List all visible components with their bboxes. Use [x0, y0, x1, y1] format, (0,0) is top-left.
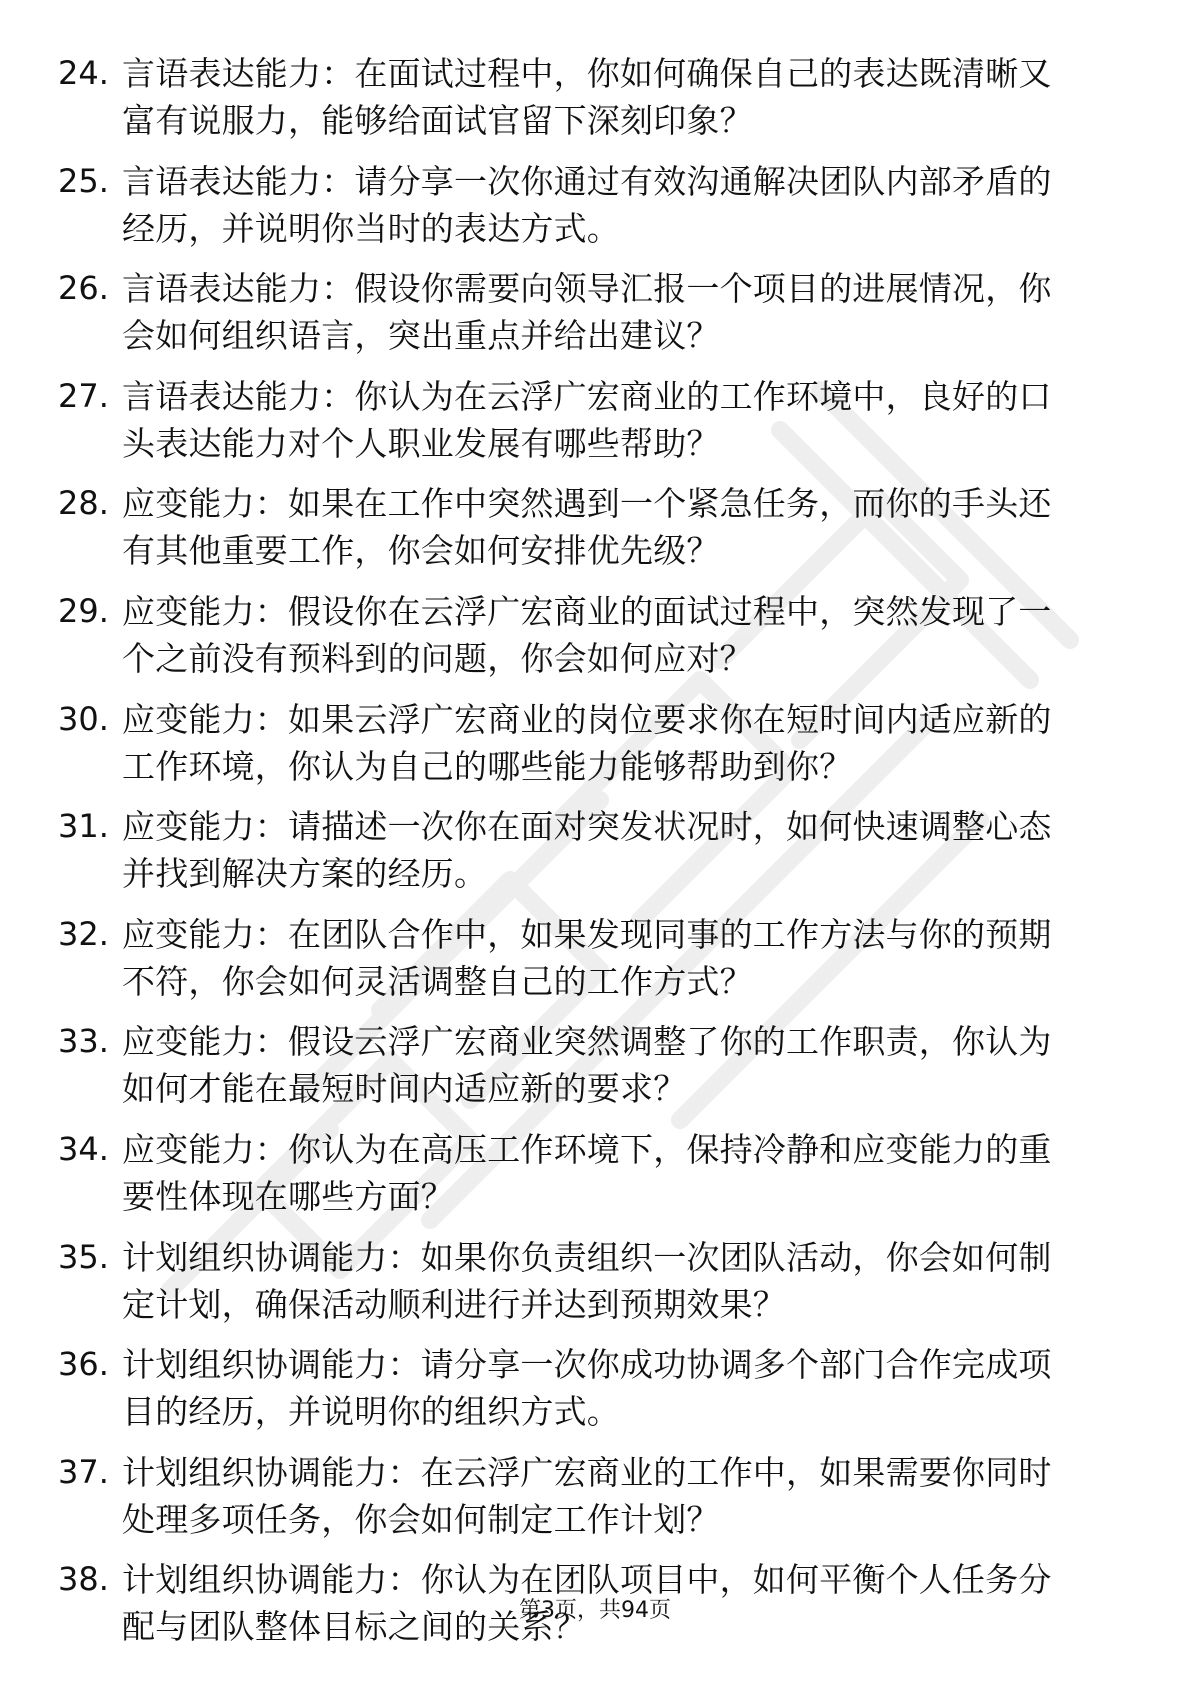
question-number: 36. — [58, 1345, 109, 1384]
question-item — [58, 1341, 1128, 1449]
question-number: 27. — [58, 376, 109, 415]
question-text: 言语表达能力：你认为在云浮广宏商业的工作环境中，良好的口 头表达能力对个人职业发展有哪些帮助？ — [122, 376, 1052, 463]
question-text: 应变能力：你认为在高压工作环境下，保持冷静和应变能力的重 要性体现在哪些方面？ — [122, 1129, 1052, 1216]
question-item — [58, 265, 1128, 373]
question-item — [58, 1018, 1128, 1126]
question-text: 应变能力：如果云浮广宏商业的岗位要求你在短时间内适应新的 工作环境，你认为自己的哪些能力能够帮助到你？ — [122, 699, 1052, 786]
question-number: 34. — [58, 1129, 109, 1168]
question-item — [58, 1126, 1128, 1234]
question-number: 33. — [58, 1022, 109, 1061]
question-text: 应变能力：请描述一次你在面对突发状况时，如何快速调整心态 并找到解决方案的经历。 — [122, 807, 1052, 894]
page-footer — [0, 1597, 1190, 1625]
question-text: 言语表达能力：请分享一次你通过有效沟通解决团队内部矛盾的 经历，并说明你当时的表达方式。 — [122, 161, 1052, 248]
question-text: 计划组织协调能力：请分享一次你成功协调多个部门合作完成项 目的经历，并说明你的组织方式。 — [122, 1345, 1052, 1432]
question-item — [58, 1234, 1128, 1342]
question-list — [58, 50, 1128, 1664]
question-item — [58, 480, 1128, 588]
question-number: 35. — [58, 1237, 109, 1276]
question-text: 应变能力：如果在工作中突然遇到一个紧急任务，而你的手头还 有其他重要工作，你会如何安排优先级？ — [122, 484, 1052, 571]
question-number: 28. — [58, 484, 109, 523]
question-number: 25. — [58, 161, 109, 200]
question-text: 计划组织协调能力：如果你负责组织一次团队活动，你会如何制 定计划，确保活动顺利进行并达到预期效果？ — [122, 1237, 1052, 1324]
question-text: 计划组织协调能力：在云浮广宏商业的工作中，如果需要你同时 处理多项任务，你会如何制定工作计划？ — [122, 1452, 1052, 1539]
question-item — [58, 158, 1128, 266]
question-item — [58, 803, 1128, 911]
question-text: 言语表达能力：假设你需要向领导汇报一个项目的进展情况，你 会如何组织语言，突出重点并给出建议？ — [122, 269, 1052, 356]
question-number: 37. — [58, 1452, 109, 1491]
question-item — [58, 373, 1128, 481]
question-number: 31. — [58, 807, 109, 846]
question-text: 应变能力：在团队合作中，如果发现同事的工作方法与你的预期 不符，你会如何灵活调整自己的工作方式？ — [122, 914, 1052, 1001]
question-number: 32. — [58, 914, 109, 953]
question-number: 24. — [58, 54, 109, 92]
question-item — [58, 588, 1128, 696]
question-text: 应变能力：假设云浮广宏商业突然调整了你的工作职责，你认为 如何才能在最短时间内适应新的要求？ — [122, 1022, 1052, 1109]
question-number: 29. — [58, 591, 109, 630]
question-number: 26. — [58, 269, 109, 308]
question-number: 30. — [58, 699, 109, 738]
page-number-text: 第3页，共94页 — [519, 1598, 671, 1623]
question-item — [58, 911, 1128, 1019]
question-number: 38. — [58, 1560, 109, 1599]
question-text: 言语表达能力：在面试过程中，你如何确保自己的表达既清晰又 富有说服力，能够给面试官留下深刻印象？ — [122, 54, 1052, 140]
question-item — [58, 50, 1128, 158]
question-item — [58, 696, 1128, 804]
question-item — [58, 1449, 1128, 1557]
question-text: 计划组织协调能力：你认为在团队项目中，如何平衡个人任务分 配与团队整体目标之间的关系？ — [122, 1560, 1052, 1647]
question-text: 应变能力：假设你在云浮广宏商业的面试过程中，突然发现了一 个之前没有预料到的问题，你会如何应对？ — [122, 591, 1052, 678]
